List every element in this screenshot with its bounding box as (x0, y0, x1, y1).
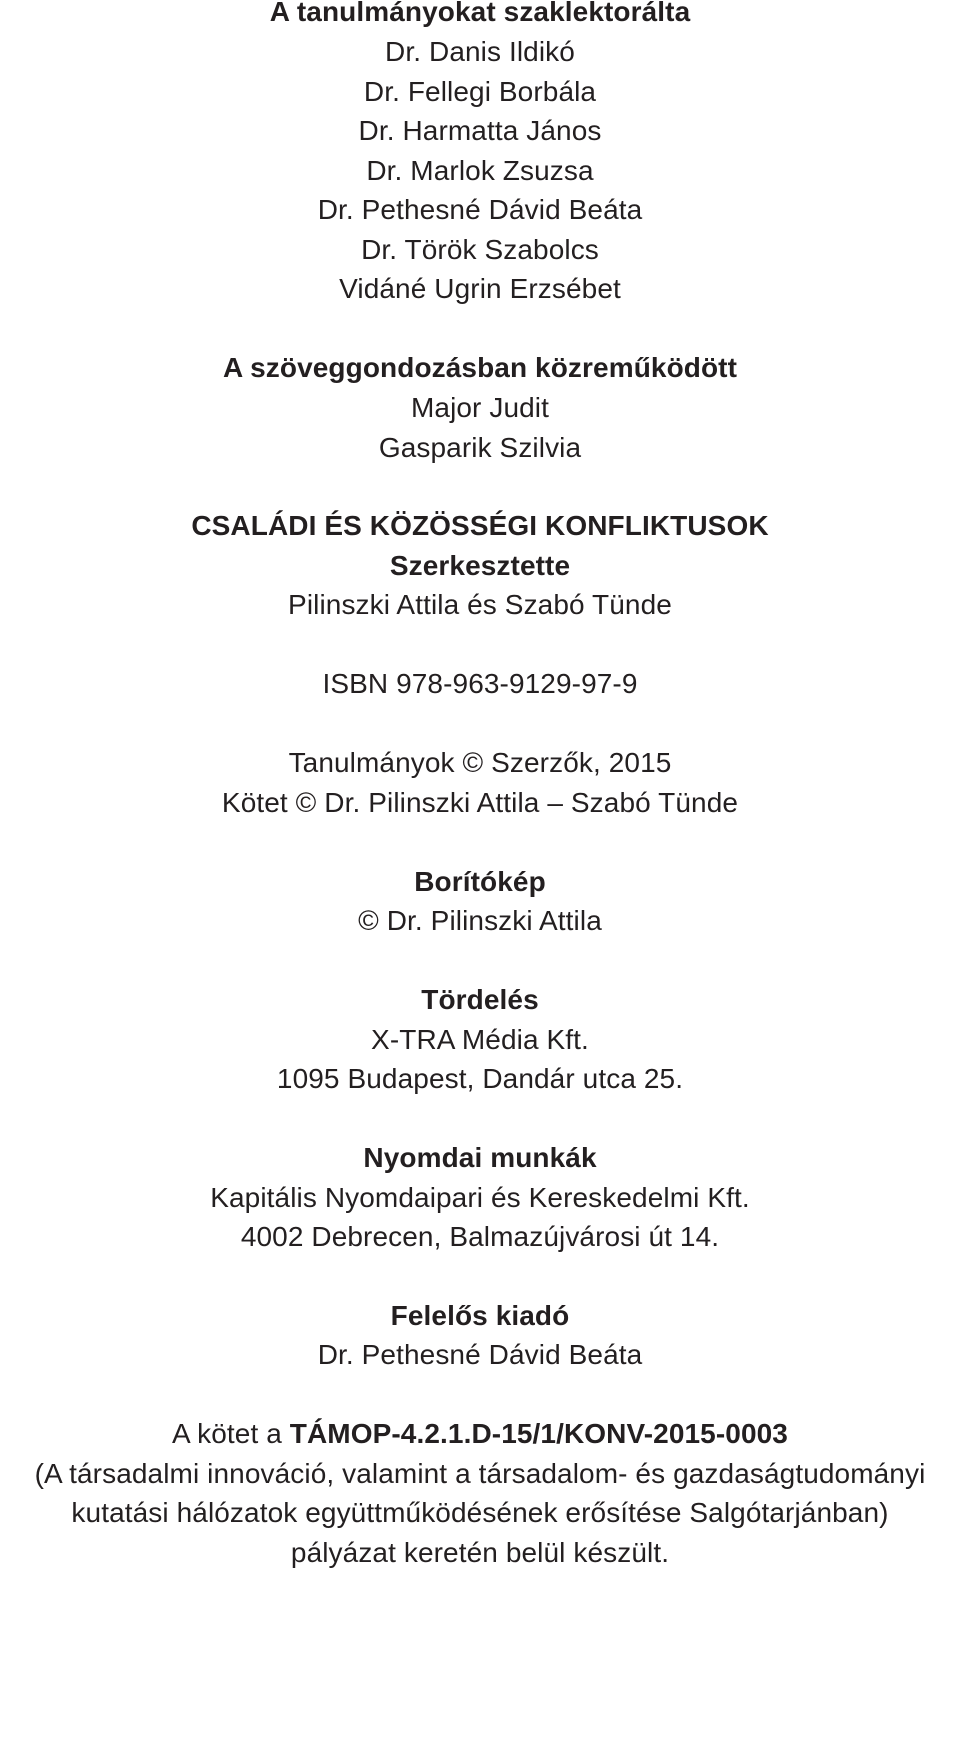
isbn: ISBN 978-963-9129-97-9 (322, 668, 638, 699)
reviewer-name: Dr. Fellegi Borbála (363, 76, 597, 107)
reviewer-name: Dr. Török Szabolcs (361, 234, 599, 265)
footer-prefix: A kötet a (172, 1418, 290, 1449)
text-editor-name: Gasparik Szilvia (378, 432, 582, 463)
text-editor-name: Major Judit (410, 392, 550, 423)
printing-company: Kapitális Nyomdaipari és Kereskedelmi Kft. (210, 1182, 750, 1213)
reviewer-name: Vidáné Ugrin Erzsébet (339, 273, 621, 304)
edited-by-label: Szerkesztette (389, 550, 571, 581)
book-title: CSALÁDI ÉS KÖZÖSSÉGI KONFLIKTUSOK (191, 510, 769, 541)
project-code: TÁMOP-4.2.1.D-15/1/KONV-2015-0003 (289, 1418, 788, 1449)
publisher-heading: Felelős kiadó (390, 1300, 570, 1331)
copyright-studies: Tanulmányok © Szerzők, 2015 (288, 747, 672, 778)
cover-credit: © Dr. Pilinszki Attila (358, 905, 602, 936)
footer-line-3: kutatási hálózatok együttműködésének erősítése Salgótarjánban) (71, 1497, 889, 1528)
book-editors: Pilinszki Attila és Szabó Tünde (288, 589, 672, 620)
reviewer-name: Dr. Danis Ildikó (385, 36, 575, 67)
footer-project-line (0, 1414, 960, 1454)
printing-address: 4002 Debrecen, Balmazújvárosi út 14. (240, 1221, 720, 1252)
typesetting-company: X-TRA Média Kft. (371, 1024, 589, 1055)
cover-heading: Borítókép (414, 866, 546, 897)
copyright-volume: Kötet © Dr. Pilinszki Attila – Szabó Tünde (221, 787, 739, 818)
reviewer-name: Dr. Harmatta János (358, 115, 602, 146)
typesetting-address: 1095 Budapest, Dandár utca 25. (276, 1063, 684, 1094)
typesetting-heading: Tördelés (421, 984, 539, 1015)
reviewer-name: Dr. Pethesné Dávid Beáta (317, 194, 643, 225)
reviewer-name: Dr. Marlok Zsuzsa (366, 155, 594, 186)
printing-heading: Nyomdai munkák (363, 1142, 597, 1173)
publisher-name: Dr. Pethesné Dávid Beáta (317, 1339, 643, 1370)
footer-line-4: pályázat keretén belül készült. (290, 1537, 670, 1568)
footer-line-2: (A társadalmi innováció, valamint a társadalom- és gazdaságtudományi (34, 1458, 926, 1489)
reviewers-heading: A tanulmányokat szaklektorálta (269, 0, 691, 27)
text-editing-heading: A szöveggondozásban közreműködött (222, 352, 738, 383)
